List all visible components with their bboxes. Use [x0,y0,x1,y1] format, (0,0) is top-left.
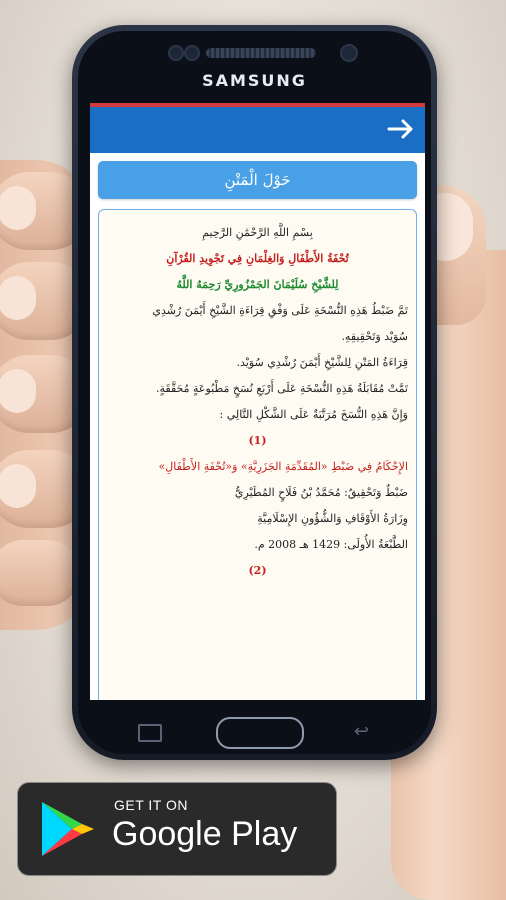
text-content [98,209,417,700]
paragraph: قِرَاءَةُ المَتْنِ لِلشَّيْخِ أَيْمَنَ رُشْدِي سُوَيْد. [236,356,408,369]
source-line: ضَبْطٌ وَتَحْقِيقٌ: مُحَمَّدُ بْنُ فَلَاحٍ المُطَيْرِيُّ [234,486,408,499]
phone-bezel [78,31,431,754]
badge-big-text: Google Play [112,815,298,853]
badge-small-text: GET IT ON [114,797,188,813]
earpiece-speaker [206,48,316,58]
app-bar [90,103,425,153]
phone-device [72,25,437,760]
arrow-right-icon[interactable] [387,117,415,141]
brand-logo: SAMSUNG [202,71,307,90]
basmala: بِسْمِ اللَّهِ الرَّحْمَٰنِ الرَّحِيمِ [202,226,313,239]
source-line: وِزَارَةُ الأَوْقَافِ وَالشُّؤُونِ الإِسْلَامِيَّةِ [257,512,408,525]
front-camera [340,44,358,62]
author-line: لِلشَّيْخِ سُلَيْمَانَ الجَمْزُورِيِّ رَحِمَهُ اللَّهُ [176,278,339,291]
paragraph: تَمَّ ضَبْطُ هَذِهِ النُّسْخَةِ عَلَى وَفْقِ قِرَاءَةِ الشَّيْخِ أَيْمَنَ رُشْدِي [152,304,408,317]
home-button[interactable] [216,717,304,749]
paragraph: تَمَّتْ مُقَابَلَةُ هَذِهِ النُّسْخَةِ عَلَى أَرْبَعِ نُسَخٍ مَطْبُوعَةٍ مُحَقَّقَةٍ. [155,382,408,395]
finger [0,540,80,606]
paragraph: سُوَيْد وَتَحْقِيقِهِ. [341,330,408,343]
google-play-badge[interactable] [17,782,337,876]
back-key-icon[interactable]: ↩ [353,721,369,742]
paragraph: وَإِنَّ هَذِهِ النُّسَخَ مُرَتَّبَةٌ عَلَى الشَّكْلِ التَّالِي : [219,408,408,421]
sensor-dot [184,45,200,61]
sensor-dot [168,45,184,61]
source-title: الإِحْكَامُ فِي ضَبْطِ «المُقَدِّمَةِ الجَزَرِيَّةِ» وَ«تُحْفَةِ الأَطْفَالِ» [158,460,408,473]
recent-apps-key[interactable] [138,724,162,742]
google-play-icon [38,800,98,858]
section-number: (1) [248,434,267,447]
section-title-button[interactable]: حَوْلَ الْمَتْنِ [98,161,417,199]
section-number: (2) [248,564,267,577]
app-screen [90,103,425,700]
book-title: تُحْفَةُ الأَطْفَالِ وَالغِلْمَانِ فِي تَجْوِيدِ القُرْآنِ [166,252,349,265]
source-line: الطَّبْعَةُ الأُولَى: 1429 هـ 2008 م. [254,538,408,551]
hardware-keys [78,709,431,755]
